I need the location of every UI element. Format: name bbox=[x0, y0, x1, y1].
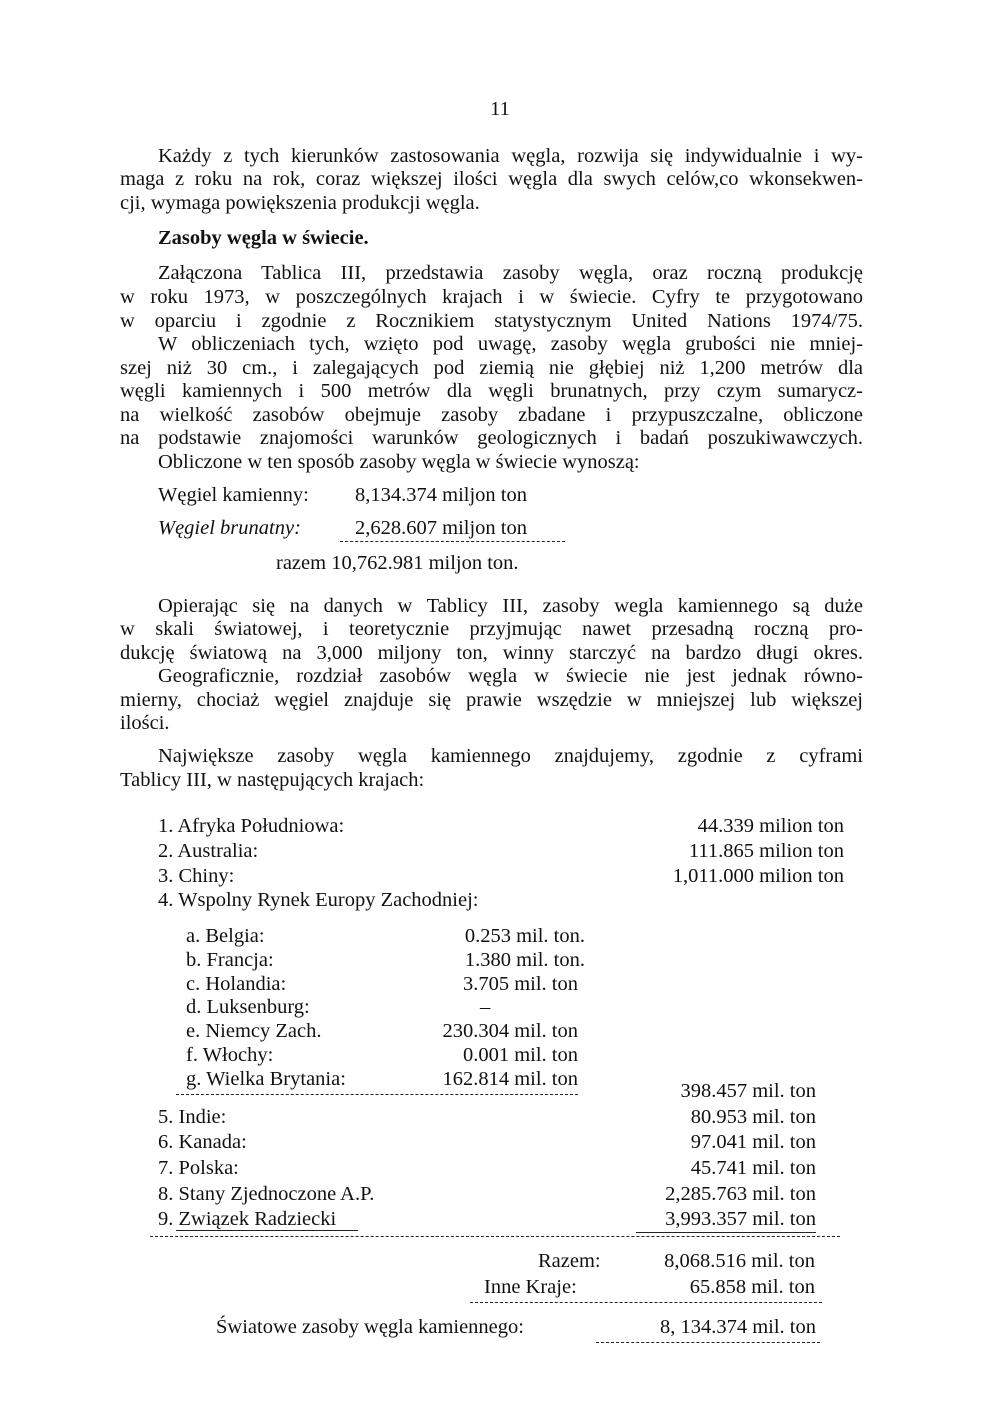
totals-sum: razem 10,762.981 miljon ton. bbox=[276, 552, 519, 574]
country-value: 45.741 mil. ton bbox=[690, 1157, 816, 1179]
para2-line-6: węgli kamiennych i 500 metrów dla węgli brunatnych, przy czym sumarycz- bbox=[120, 380, 863, 402]
ewg-item-value: 3.705 mil. ton bbox=[462, 973, 578, 995]
country-value: 97.041 mil. ton bbox=[690, 1131, 816, 1153]
para2-line-4: W obliczeniach tych, wzięto pod uwagę, zasoby węgla grubości nie mniej- bbox=[158, 333, 863, 355]
country-underline bbox=[176, 1230, 358, 1231]
para3-line-5: mierny, chociaż węgiel znajduje się prawie wszędzie w mniejszej lub większej bbox=[120, 689, 863, 711]
para2-line-5: szej niż 30 cm., i zalegających pod ziemią nie głębiej niż 1,200 metrów dla bbox=[120, 357, 863, 379]
country-label: 3. Chiny: bbox=[158, 865, 235, 887]
country-label-ewg: 4. Wspolny Rynek Europy Zachodniej: bbox=[158, 889, 479, 911]
country-label: 2. Australia: bbox=[158, 840, 259, 862]
para3-line-4: Geograficznie, rozdział zasobów węgla w świecie nie jest jednak równo- bbox=[158, 665, 863, 687]
brown-coal-value: 2,628.607 miljon ton bbox=[355, 517, 527, 539]
razem-value: 8,068.516 mil. ton bbox=[664, 1250, 815, 1272]
summary-divider bbox=[470, 1302, 822, 1303]
para2-line-7: na wielkość zasobów obejmuje zasoby zbadane i przypuszczalne, obliczone bbox=[120, 404, 863, 426]
ewg-item-label: a. Belgia: bbox=[186, 925, 265, 947]
country-label: 8. Stany Zjednoczone A.P. bbox=[158, 1183, 375, 1205]
para3-line-1: Opierając się na danych w Tablicy III, zasoby wegla kamiennego są duże bbox=[158, 595, 863, 617]
ewg-item-label: c. Holandia: bbox=[186, 973, 287, 995]
para2-line-1: Załączona Tablica III, przedstawia zasoby węgla, oraz roczną produkcję bbox=[158, 262, 863, 284]
ewg-item-label: g. Wielka Brytania: bbox=[186, 1068, 346, 1090]
page-number: 11 bbox=[490, 98, 510, 120]
country-value: 2,285.763 mil. ton bbox=[665, 1183, 816, 1205]
country-label: 9. Związek Radziecki bbox=[158, 1208, 337, 1230]
totals-divider bbox=[340, 541, 565, 542]
hard-coal-value: 8,134.374 miljon ton bbox=[355, 484, 527, 506]
para2-line-9: Obliczone w ten sposób zasoby węgla w świecie wynoszą: bbox=[158, 451, 640, 473]
ewg-item-value: 0.253 mil. ton. bbox=[464, 925, 585, 947]
section-heading: Zasoby węgla w świecie. bbox=[158, 227, 369, 249]
ewg-item-label: f. Włochy: bbox=[186, 1044, 274, 1066]
para2-line-2: w roku 1973, w poszczególnych krajach i w świecie. Cyfry te przygotowano bbox=[120, 286, 863, 308]
inne-label: Inne Kraje: bbox=[484, 1276, 577, 1298]
para3-line-6: ilości. bbox=[120, 712, 170, 734]
country-value: 1,011.000 milion ton bbox=[672, 865, 844, 887]
para1-line-1: Każdy z tych kierunków zastosowania węgla, rozwija się indywidualnie i wy- bbox=[158, 145, 863, 167]
para4-line-1: Największe zasoby węgla kamiennego znajdujemy, zgodnie z cyframi bbox=[158, 745, 863, 767]
country-label: 5. Indie: bbox=[158, 1106, 227, 1128]
ewg-item-value: 0.001 mil. ton bbox=[462, 1044, 578, 1066]
ewg-item-value: 162.814 mil. ton bbox=[442, 1068, 578, 1090]
ewg-item-label: b. Francja: bbox=[186, 949, 274, 971]
para2-line-3: w oparciu i zgodnie z Rocznikiem statystycznym United Nations 1974/75. bbox=[120, 310, 863, 332]
country-value: 3,993.357 mil. ton bbox=[665, 1208, 816, 1230]
table-divider bbox=[150, 1236, 840, 1237]
ewg-item-label: e. Niemcy Zach. bbox=[186, 1020, 322, 1042]
para1-line-3: cji, wymaga powiększenia produkcji węgla. bbox=[120, 192, 480, 214]
para3-line-3: dukcję światową na 3,000 miljony ton, winny starczyć na bardzo długi okres. bbox=[120, 642, 863, 664]
ewg-total: 398.457 mil. ton bbox=[680, 1080, 816, 1102]
ewg-item-value: 230.304 mil. ton bbox=[442, 1020, 578, 1042]
world-divider bbox=[596, 1342, 820, 1343]
brown-coal-label: Węgiel brunatny: bbox=[158, 517, 301, 539]
world-value: 8, 134.374 mil. ton bbox=[659, 1316, 816, 1338]
ewg-item-value: – bbox=[480, 996, 491, 1018]
country-value: 80.953 mil. ton bbox=[690, 1106, 816, 1128]
para3-line-2: w skali światowej, i teoretycznie przyjmując nawet przesadną roczną pro- bbox=[120, 618, 863, 640]
razem-label: Razem: bbox=[538, 1250, 601, 1272]
ewg-divider bbox=[176, 1094, 578, 1095]
para4-line-2: Tablicy III, w następujących krajach: bbox=[120, 769, 425, 791]
country-value: 44.339 milion ton bbox=[697, 815, 844, 837]
country-value: 111.865 milion ton bbox=[688, 840, 844, 862]
ewg-item-value: 1.380 mil. ton. bbox=[464, 949, 585, 971]
hard-coal-label: Węgiel kamienny: bbox=[158, 484, 309, 506]
para2-line-8: na podstawie znajomości warunków geologicznych i badań poszukiwawczych. bbox=[120, 427, 863, 449]
country-label: 7. Polska: bbox=[158, 1157, 239, 1179]
world-label: Światowe zasoby węgla kamiennego: bbox=[216, 1316, 524, 1338]
country-label: 1. Afryka Południowa: bbox=[158, 815, 345, 837]
ewg-item-label: d. Luksenburg: bbox=[186, 996, 310, 1018]
country-label: 6. Kanada: bbox=[158, 1131, 247, 1153]
para1-line-2: maga z roku na rok, coraz większej ilości węgla dla swych celów,co wkonsekwen- bbox=[120, 168, 863, 190]
inne-value: 65.858 mil. ton bbox=[689, 1276, 815, 1298]
value-underline bbox=[636, 1232, 816, 1233]
